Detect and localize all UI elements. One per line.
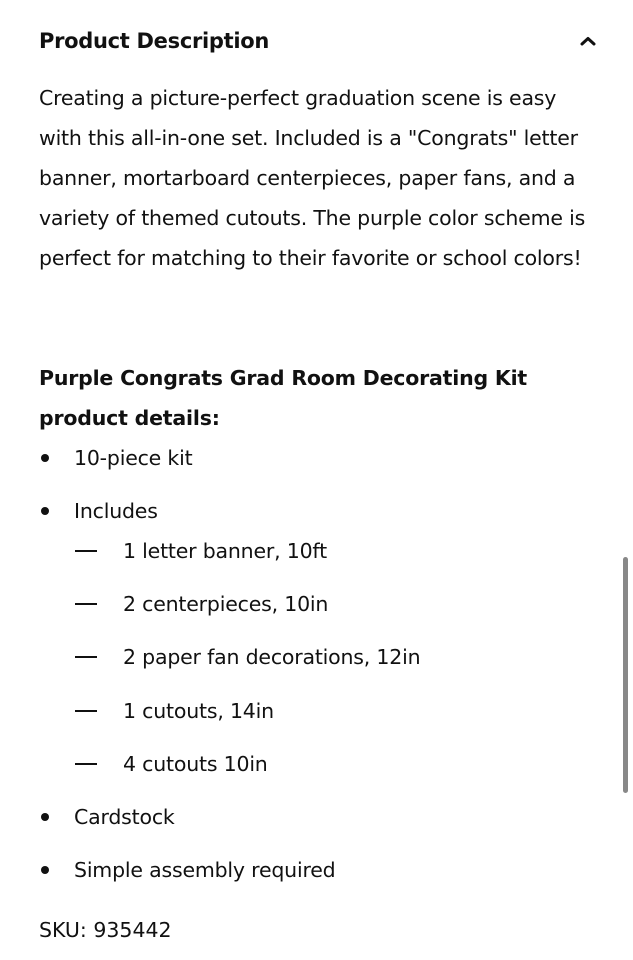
list-item-text: 10-piece kit [74, 446, 193, 470]
sub-item-text: 2 paper fan decorations, 12in [123, 645, 421, 669]
sub-list-item [75, 696, 274, 726]
dash-icon [75, 656, 97, 658]
chevron-up-icon[interactable] [577, 30, 599, 52]
list-item [39, 443, 192, 473]
bullet-icon [41, 866, 49, 874]
dash-icon [75, 763, 97, 765]
bullet-icon [41, 454, 49, 462]
sku-text: SKU: 935442 [39, 918, 172, 942]
sub-list-item [75, 642, 420, 672]
section-title: Product Description [39, 29, 270, 53]
bullet-icon [41, 813, 49, 821]
description-text: Creating a picture-perfect graduation scene is easy with this all-in-one set. Included is a "Congrats" letter banner, mortarboard centerpieces, paper fans, and a variety of themed cutouts. The purple color scheme is perfect for matching to their favorite or school colors! [39, 86, 586, 270]
sub-list-item [75, 536, 327, 566]
sub-list-item [75, 589, 328, 619]
dash-icon [75, 710, 97, 712]
details-heading: Purple Congrats Grad Room Decorating Kit product details: [39, 366, 528, 430]
sub-item-text: 4 cutouts 10in [123, 752, 268, 776]
dash-icon [75, 550, 97, 552]
sub-item-text: 1 letter banner, 10ft [123, 539, 327, 563]
sub-item-text: 1 cutouts, 14in [123, 699, 274, 723]
list-item [39, 855, 335, 885]
sub-item-text: 2 centerpieces, 10in [123, 592, 329, 616]
list-item-text: Cardstock [74, 805, 175, 829]
product-description-header[interactable] [39, 24, 599, 58]
dash-icon [75, 603, 97, 605]
list-item-text: Simple assembly required [74, 858, 336, 882]
scrollbar[interactable] [623, 557, 628, 793]
list-item [39, 496, 158, 526]
bullet-icon [41, 507, 49, 515]
sub-list-item [75, 749, 268, 779]
list-item-text: Includes [74, 499, 158, 523]
list-item [39, 802, 175, 832]
